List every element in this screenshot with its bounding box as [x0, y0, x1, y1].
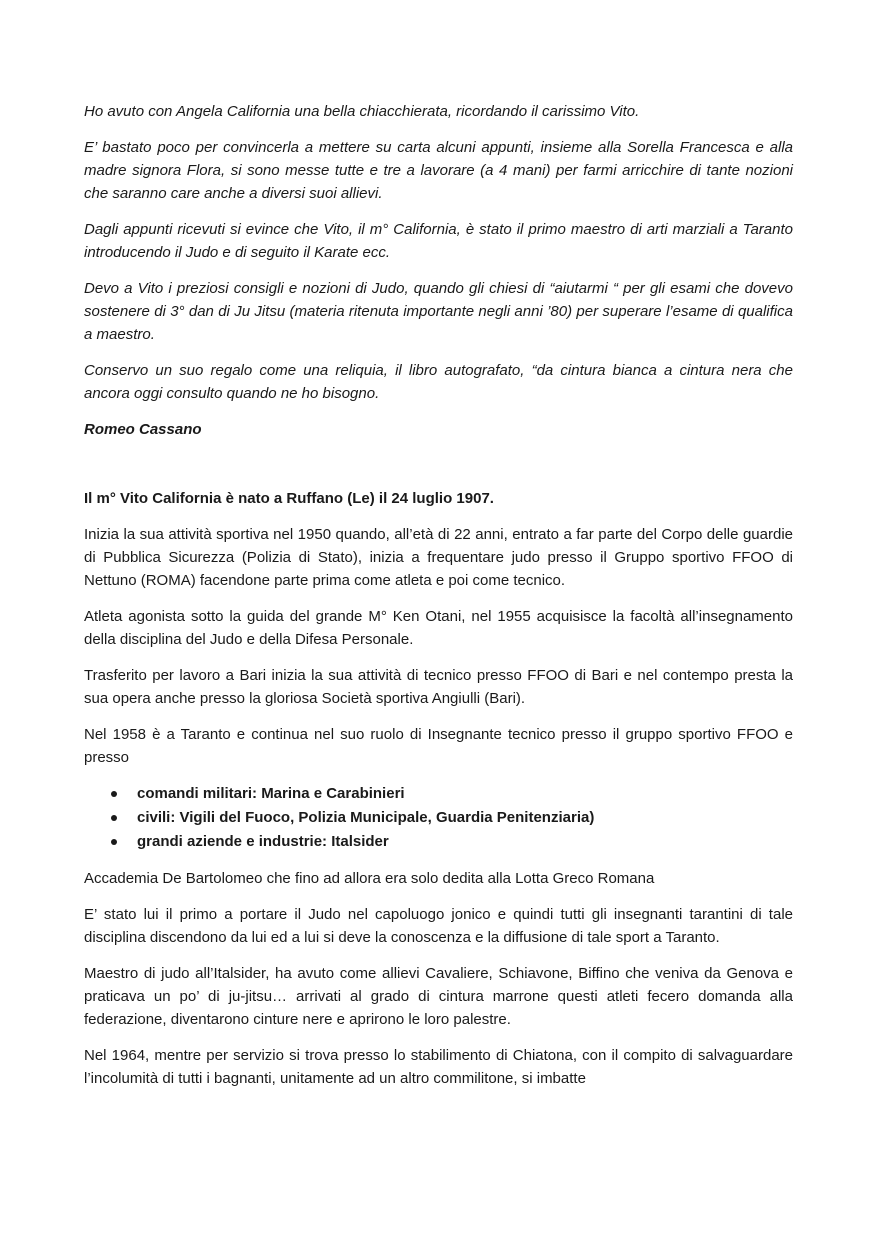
bullet-dot-icon	[111, 815, 117, 821]
intro-paragraph-4: Devo a Vito i preziosi consigli e nozioni di Judo, quando gli chiesi di “aiutarmi “ per gli esami che dovevo sostenere di 3° dan di Ju Jitsu (materia ritenuta importante negli anni ’80) per superare l’esame di qualifica a maestro.	[84, 280, 793, 343]
bio-paragraph-4: Nel 1958 è a Taranto e continua nel suo ruolo di Insegnante tecnico presso il gruppo sportivo FFOO e presso	[84, 726, 793, 766]
bullet-item	[137, 782, 793, 806]
document-page	[84, 100, 793, 1103]
biography-heading: Il m° Vito California è nato a Ruffano (Le) il 24 luglio 1907.	[84, 490, 494, 507]
bio-paragraph-7: Maestro di judo all’Italsider, ha avuto come allievi Cavaliere, Schiavone, Biffino che veniva da Genova e praticava un po’ di ju-jitsu… arrivati al grado di cintura marrone questi atleti fecero domanda alla federazione, diventarono cinture nere e aprirono le loro palestre.	[84, 965, 793, 1028]
bio-paragraph-8: Nel 1964, mentre per servizio si trova presso lo stabilimento di Chiatona, con il compito di salvaguardare l’incolumità di tutti i bagnanti, unitamente ad un altro commilitone, si imbatte	[84, 1047, 793, 1087]
bio-paragraph-1: Inizia la sua attività sportiva nel 1950 quando, all’età di 22 anni, entrato a far parte del Corpo delle guardie di Pubblica Sicurezza (Polizia di Stato), inizia a frequentare judo presso il Gruppo sportivo FFOO di Nettuno (ROMA) facendone parte prima come atleta e poi come tecnico.	[84, 526, 793, 589]
bullet-item	[137, 806, 793, 830]
bullet-list	[84, 782, 793, 854]
bio-paragraph-5: Accademia De Bartolomeo che fino ad allora era solo dedita alla Lotta Greco Romana	[84, 870, 655, 887]
bio-paragraph-6: E’ stato lui il primo a portare il Judo nel capoluogo jonico e quindi tutti gli insegnanti tarantini di tale disciplina discendono da lui ed a lui si deve la conoscenza e la diffusione di tale sport a Taranto.	[84, 906, 793, 946]
bio-paragraph-3: Trasferito per lavoro a Bari inizia la sua attività di tecnico presso FFOO di Bari e nel contempo presta la sua opera anche presso la gloriosa Società sportiva Angiulli (Bari).	[84, 667, 793, 707]
bullet-text: grandi aziende e industrie: Italsider	[137, 833, 389, 850]
signature: Romeo Cassano	[84, 421, 202, 438]
bullet-text: civili: Vigili del Fuoco, Polizia Municipale, Guardia Penitenziaria)	[137, 809, 595, 826]
intro-paragraph-5: Conservo un suo regalo come una reliquia, il libro autografato, “da cintura bianca a cintura nera che ancora oggi consulto quando ne ho bisogno.	[84, 362, 793, 402]
bio-paragraph-2: Atleta agonista sotto la guida del grande M° Ken Otani, nel 1955 acquisisce la facoltà all’insegnamento della disciplina del Judo e della Difesa Personale.	[84, 608, 793, 648]
intro-paragraph-3: Dagli appunti ricevuti si evince che Vito, il m° California, è stato il primo maestro di arti marziali a Taranto introducendo il Judo e di seguito il Karate ecc.	[84, 221, 793, 261]
biography-section	[84, 487, 793, 1090]
bullet-item	[137, 830, 793, 854]
intro-paragraph-2: E’ bastato poco per convincerla a mettere su carta alcuni appunti, insieme alla Sorella Francesca e alla madre signora Flora, si sono messe tutte e tre a lavorare (a 4 mani) per farmi arricchire di tante nozioni che saranno care anche a diversi suoi allievi.	[84, 139, 793, 202]
bullet-dot-icon	[111, 791, 117, 797]
intro-section	[84, 100, 793, 441]
bullet-text: comandi militari: Marina e Carabinieri	[137, 785, 405, 802]
intro-paragraph-1: Ho avuto con Angela California una bella chiacchierata, ricordando il carissimo Vito.	[84, 103, 640, 120]
bullet-dot-icon	[111, 839, 117, 845]
